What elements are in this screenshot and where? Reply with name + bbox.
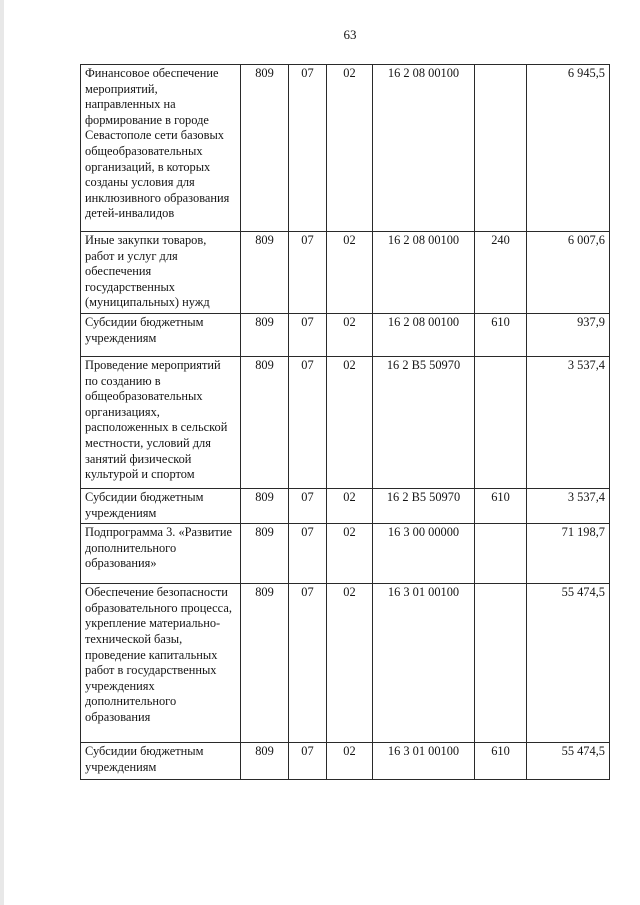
row-target-code: 16 2 08 00100 xyxy=(373,313,475,356)
table-row xyxy=(81,313,610,356)
row-ministry-code: 809 xyxy=(241,232,289,314)
row-section-code: 07 xyxy=(289,524,327,584)
row-name: Иные закупки товаров, работ и услуг для обеспечения государственных (муниципальных) нужд xyxy=(81,232,241,314)
row-section-code: 07 xyxy=(289,356,327,488)
row-amount: 3 537,4 xyxy=(527,488,610,523)
row-amount: 937,9 xyxy=(527,313,610,356)
table-row xyxy=(81,584,610,743)
row-section-code: 07 xyxy=(289,232,327,314)
row-subsection-code: 02 xyxy=(327,584,373,743)
row-section-code: 07 xyxy=(289,65,327,232)
table-row xyxy=(81,356,610,488)
row-ministry-code: 809 xyxy=(241,488,289,523)
table-row xyxy=(81,488,610,523)
row-name: Субсидии бюджетным учреждениям xyxy=(81,743,241,780)
row-name: Проведение мероприятий по созданию в общеобразовательных организациях, расположенных в сельской местности, условий для занятий физической культурой и спортом xyxy=(81,356,241,488)
row-subsection-code: 02 xyxy=(327,313,373,356)
row-name: Подпрограмма 3. «Развитие дополнительного образования» xyxy=(81,524,241,584)
row-section-code: 07 xyxy=(289,313,327,356)
row-amount: 55 474,5 xyxy=(527,743,610,780)
row-amount: 55 474,5 xyxy=(527,584,610,743)
row-subsection-code: 02 xyxy=(327,356,373,488)
row-expense-type xyxy=(475,356,527,488)
row-name: Финансовое обеспечение мероприятий, направленных на формирование в городе Севастополе сети базовых общеобразовательных организаций, в которых созданы условия для инклюзивного образования детей-инвалидов xyxy=(81,65,241,232)
page-number: 63 xyxy=(343,27,357,42)
row-amount: 6 945,5 xyxy=(527,65,610,232)
table-row xyxy=(81,65,610,232)
row-target-code: 16 2 08 00100 xyxy=(373,232,475,314)
row-section-code: 07 xyxy=(289,584,327,743)
row-expense-type xyxy=(475,65,527,232)
row-amount: 71 198,7 xyxy=(527,524,610,584)
row-name: Субсидии бюджетным учреждениям xyxy=(81,313,241,356)
budget-table xyxy=(80,64,610,780)
row-section-code: 07 xyxy=(289,488,327,523)
row-ministry-code: 809 xyxy=(241,584,289,743)
row-ministry-code: 809 xyxy=(241,313,289,356)
table-row xyxy=(81,743,610,780)
row-subsection-code: 02 xyxy=(327,743,373,780)
row-expense-type xyxy=(475,524,527,584)
row-subsection-code: 02 xyxy=(327,65,373,232)
row-expense-type: 610 xyxy=(475,313,527,356)
row-target-code: 16 3 00 00000 xyxy=(373,524,475,584)
scan-edge xyxy=(0,0,4,905)
row-target-code: 16 2 В5 50970 xyxy=(373,356,475,488)
row-subsection-code: 02 xyxy=(327,232,373,314)
row-expense-type: 610 xyxy=(475,743,527,780)
row-ministry-code: 809 xyxy=(241,743,289,780)
table-row xyxy=(81,232,610,314)
row-subsection-code: 02 xyxy=(327,488,373,523)
row-target-code: 16 2 В5 50970 xyxy=(373,488,475,523)
row-target-code: 16 2 08 00100 xyxy=(373,65,475,232)
row-expense-type: 240 xyxy=(475,232,527,314)
row-expense-type: 610 xyxy=(475,488,527,523)
row-ministry-code: 809 xyxy=(241,524,289,584)
row-name: Субсидии бюджетным учреждениям xyxy=(81,488,241,523)
row-section-code: 07 xyxy=(289,743,327,780)
row-expense-type xyxy=(475,584,527,743)
row-target-code: 16 3 01 00100 xyxy=(373,584,475,743)
table-row xyxy=(81,524,610,584)
row-ministry-code: 809 xyxy=(241,356,289,488)
row-name: Обеспечение безопасности образовательного процесса, укрепление материально-технической базы, проведение капитальных работ в государственных учреждениях дополнительного образования xyxy=(81,584,241,743)
row-ministry-code: 809 xyxy=(241,65,289,232)
row-subsection-code: 02 xyxy=(327,524,373,584)
row-target-code: 16 3 01 00100 xyxy=(373,743,475,780)
row-amount: 3 537,4 xyxy=(527,356,610,488)
row-amount: 6 007,6 xyxy=(527,232,610,314)
